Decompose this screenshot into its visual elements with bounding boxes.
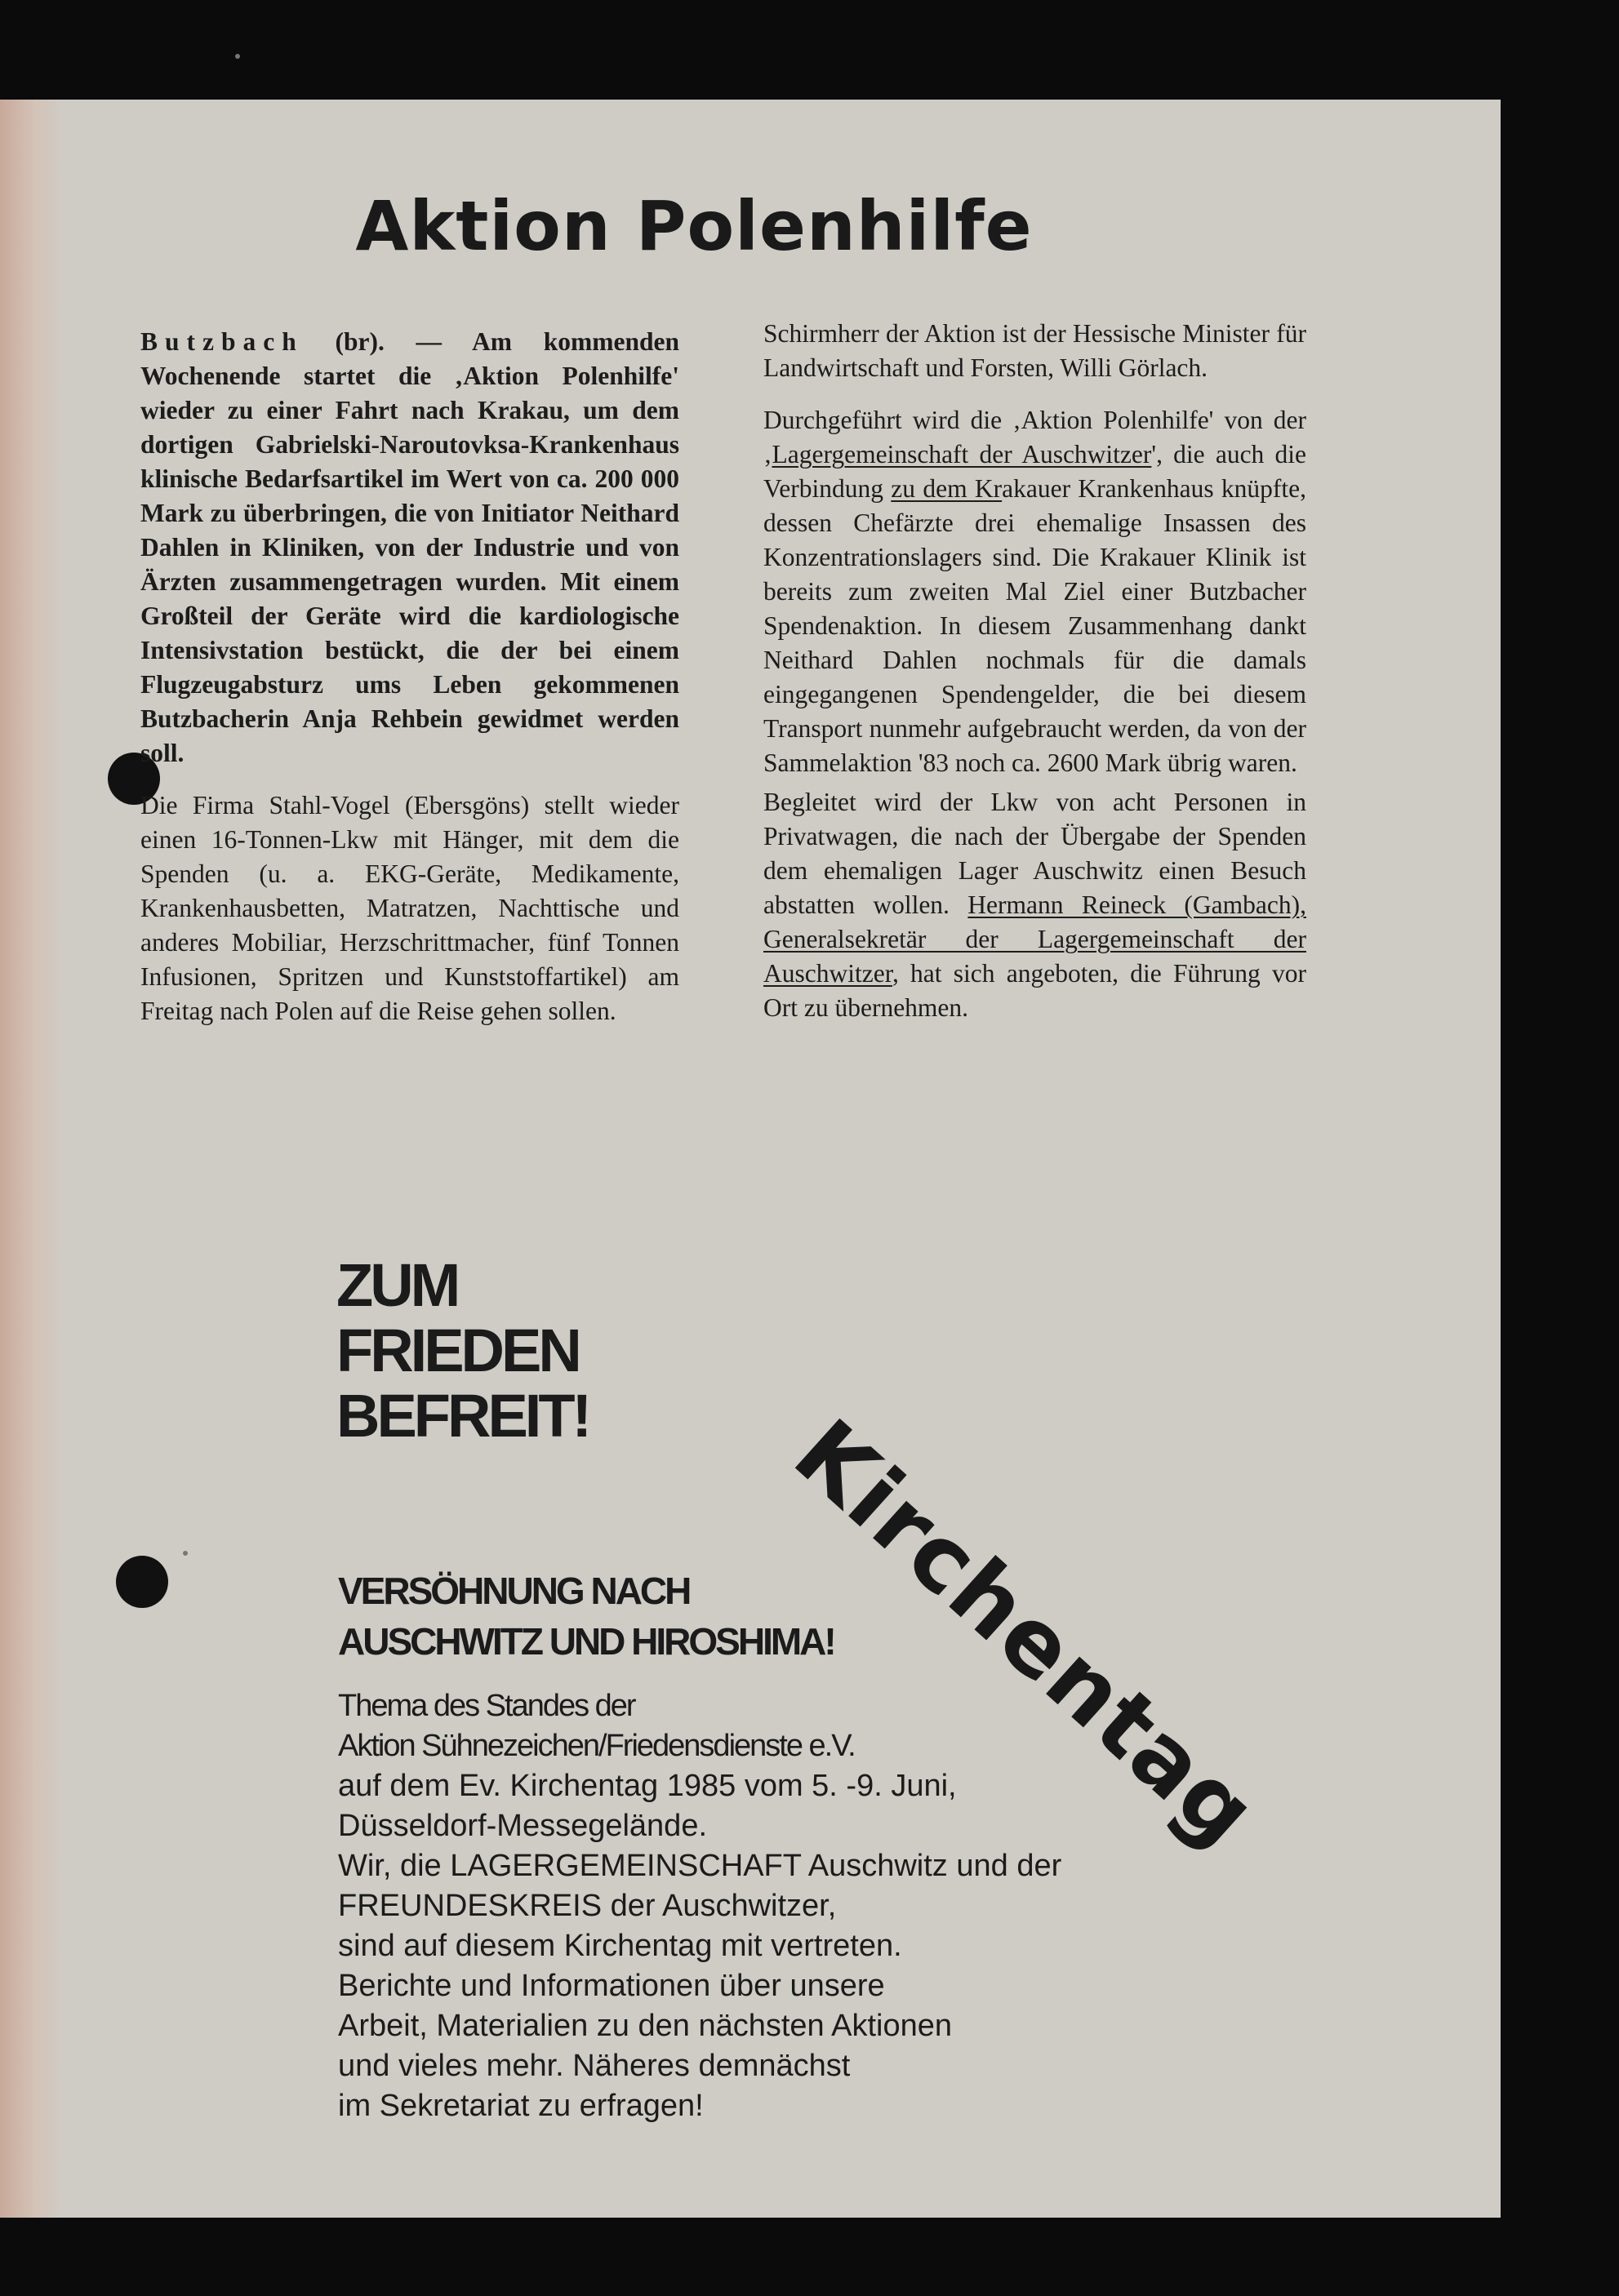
subheadline xyxy=(338,1565,834,1667)
underlined-org-name: Lagergemeinschaft der Auschwitzer xyxy=(772,440,1152,469)
article-right-column xyxy=(763,317,1306,1025)
paragraph-patron: Schirmherr der Aktion ist der Hessische Minister für Landwirtschaft und Forsten, Willi Görlach. xyxy=(763,319,1306,382)
announcement-line: Berichte und Informationen über unsere xyxy=(338,1969,885,2003)
lead-text: (br). — Am kommenden Wochenende startet die ‚Aktion Polenhilfe' wieder zu einer Fahrt nach Krakau, um dem dortigen Gabrielski-Naroutovksa-Krankenhaus klinische Bedarfsartikel im Wert von ca. 200 000 Mark zu überbringen, die von Initiator Neithard Dahlen in Kliniken, von der Industrie und von Ärzten zusammengetragen wurden. Mit einem Großteil der Geräte wird die kardiologische Intensivstation bestückt, die der bei einem Flugzeugabsturz ums Leben gekommenen Butzbacherin Anja Rehbein gewidmet werden soll. xyxy=(140,327,679,767)
lead-place: Butzbach xyxy=(140,327,304,356)
speck xyxy=(183,1551,188,1556)
paragraph-escort xyxy=(763,785,1306,1025)
paragraph-organizer xyxy=(763,403,1306,780)
subheadline-line: VERSÖHNUNG NACH xyxy=(338,1570,690,1612)
rotated-kirchentag-text: Kirchentag xyxy=(774,1400,1277,1867)
text-run: ', die auch die Verbindung xyxy=(763,440,1306,503)
slogan-line: BEFREIT! xyxy=(336,1382,589,1450)
announcement-text xyxy=(338,1686,1061,2126)
announcement-line: Wir, die LAGERGEMEINSCHAFT Auschwitz und der xyxy=(338,1849,1062,1883)
slogan-line: ZUM xyxy=(336,1251,458,1319)
announcement-line: Thema des Standes der xyxy=(338,1689,635,1723)
page-fold xyxy=(0,100,64,2218)
paragraph-truck: Die Firma Stahl-Vogel (Ebersgöns) stellt wieder einen 16-Tonnen-Lkw mit Hänger, mit dem die Spenden (u. a. EKG-Geräte, Medikamente, Krankenhausbetten, Matratzen, Nachttische und anderes Mobiliar, Herzschrittmacher, fünf Tonnen Infusionen, Spritzen und Kunststoffartikel) am Freitag nach Polen auf die Reise gehen sollen. xyxy=(140,791,679,1025)
lead-paragraph xyxy=(140,325,679,771)
announcement-line: sind auf diesem Kirchentag mit vertreten. xyxy=(338,1929,902,1963)
slogan-line: FRIEDEN xyxy=(336,1317,579,1384)
headline: Aktion Polenhilfe xyxy=(355,186,1033,266)
text-run: Begleitet wird der Lkw von acht Personen in Privatwagen, die nach der Übergabe der Spenden dem ehemaligen Lager Auschwitz einen Besuch abstatten wollen. xyxy=(763,788,1306,919)
announcement-line: auf dem Ev. Kirchentag 1985 vom 5. -9. Juni, xyxy=(338,1769,957,1803)
subheadline-line: AUSCHWITZ UND HIROSHIMA! xyxy=(338,1620,834,1663)
text-run: , hat sich angeboten, die Führung vor Ort zu übernehmen. xyxy=(763,959,1306,1022)
announcement-line: Aktion Sühnezeichen/Friedensdienste e.V. xyxy=(338,1729,855,1763)
announcement-line: im Sekretariat zu erfragen! xyxy=(338,2089,704,2123)
underlined-secretary: Hermann Reineck (Gambach), Generalsekretär der Lagergemeinschaft der Auschwitzer xyxy=(763,890,1306,988)
article-left-column xyxy=(140,325,679,1028)
announcement-line: Düsseldorf-Messegelände. xyxy=(338,1809,708,1843)
announcement-line: und vieles mehr. Näheres demnächst xyxy=(338,2049,851,2083)
text-run: akauer Krankenhaus knüpfte, dessen Chefärzte drei ehemalige Insassen des Konzentrationslagers sind. Die Krakauer Klinik ist bereits zum zweiten Mal Ziel einer Butzbacher Spendenaktion. In diesem Zusammenhang dankt Neithard Dahlen nochmals für die damals eingegangenen Spendengelder, die bei diesem Transport nunmehr aufgebraucht werden, da von der Sammelaktion '83 noch ca. 2600 Mark übrig waren. xyxy=(763,474,1306,777)
text-run: Durchgeführt wird die ‚Aktion Polenhilfe' von der ‚ xyxy=(763,406,1306,469)
slogan xyxy=(336,1253,589,1449)
punch-hole-bottom xyxy=(116,1556,168,1608)
announcement-line: Arbeit, Materialien zu den nächsten Aktionen xyxy=(338,2009,953,2043)
underlined-fragment: zu dem Kr xyxy=(891,474,1003,503)
announcement-line: FREUNDESKREIS der Auschwitzer, xyxy=(338,1889,837,1923)
speck xyxy=(235,54,240,59)
